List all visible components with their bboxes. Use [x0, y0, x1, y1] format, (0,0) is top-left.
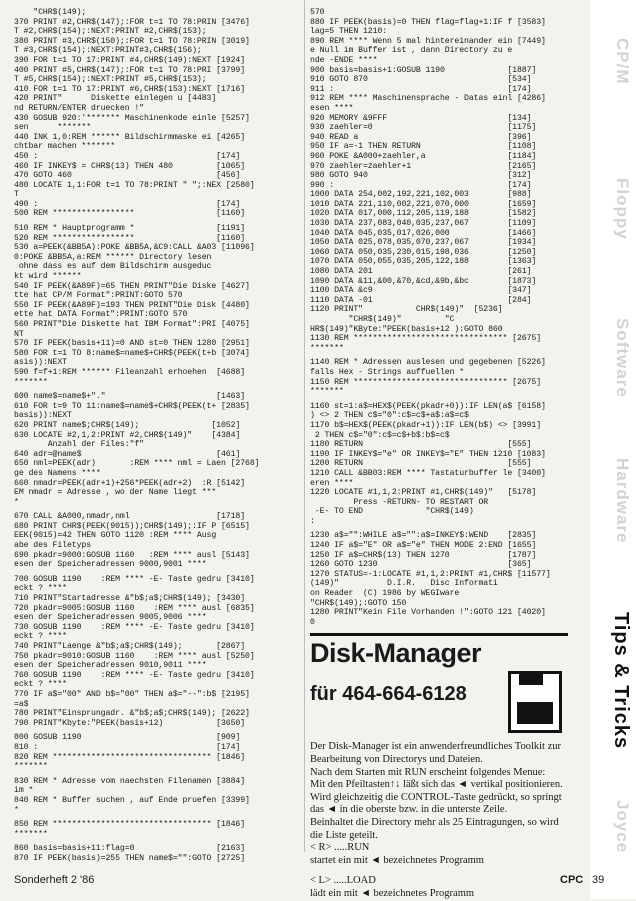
article-line: Mit den Pfeiltasten↑↓ läßt sich das ◄ vertikal positionieren.: [310, 779, 563, 791]
article-line: < R> .....RUN: [310, 842, 370, 854]
floppy-shutter: [519, 671, 543, 685]
article-line: < L> .....LOAD: [310, 875, 376, 887]
issue-label: Sonderheft 2 '86: [14, 874, 95, 886]
section-sidebar: [590, 0, 636, 899]
right-code-column: [310, 8, 568, 901]
code-block: 850 REM ********************************* [1846] *******: [14, 820, 246, 839]
sidebar-label-software: Software: [613, 318, 632, 398]
page-number: 39: [592, 874, 605, 886]
code-block: 700 GOSUB 1190 :REM **** -E- Taste gedru [3410] eckt ? **** 710 PRINT"Startadresse &"b$;a$;CHR$(149); [3430] 720 pkadr=9005:GOSUB 1160 :REM **** ausl [6835] esen der Speicheradressen 9005,9006 **** 730 GOSUB 1190 :REM **** -E- Taste gedru [3410] eckt ? **** 740 PRINT"Laenge &"b$;a$;CHR$(149); [2867] 750 pkadr=9010:GOSUB 1160 :REM **** ausl [5250] esen der Speicheradressen 9010,9011 **** 760 GOSUB 1190 :REM **** -E- Taste gedru [3410] eckt ? **** 770 IF a$="00" AND b$="00" THEN a$="--":b$ [2195] =a$ 780 PRINT"Einsprungadr. &"b$;a$;CHR$(149); [2622] 790 PRINT"Kbyte:"PEEK(basis+12) [3650]: [14, 574, 255, 728]
ad-title: Disk-Manager: [310, 638, 482, 669]
sidebar-label-floppy: Floppy: [613, 178, 632, 240]
ad-subtitle: für 464-664-6128: [310, 683, 467, 706]
article-line: Nach dem Starten mit RUN erscheint folgendes Menue:: [310, 766, 546, 778]
article-line: lädt ein mit ◄ bezeichnetes Programm: [310, 887, 475, 899]
disk-manager-ad: [310, 633, 568, 739]
magazine-brand: CPC: [560, 874, 584, 886]
code-block: 570 880 IF PEEK(basis)=0 THEN flag=flag+1:IF f [3583] lag=5 THEN 1210: 890 REM **** Wenn 5 mal hintereinander ein [7449] e Null im Buffer ist , dann Directory zu e nde -ENDE **** 900 basis=basis+1:GOSUB 1190 [1887] 910 GOTO 870 [534] 911 : [174] 912 REM **** Maschinensprache - Datas einl [4286] esen **** 920 MEMORY &9FFF [134] 930 zaehler=0 [1175] 940 READ a [396] 950 IF a=-1 THEN RETURN [1108] 960 POKE &A000+zaehler,a [1184] 970 zaehler=zaehler+1 [2165] 980 GOTO 940 [312] 990 : [174] 1000 DATA 254,002,192,221,102,003 [988] 1010 DATA 221,110,002,221,070,000 [1659] 1020 DATA 017,000,112,205,119,188 [1582] 1030 DATA 237,083,040,035,237,067 [1109] 1040 DATA 045,035,017,026,000 [1466] 1050 DATA 025,078,035,070,237,067 [1934] 1060 DATA 050,035,230,015,198,036 [1250] 1070 DATA 050,055,035,205,122,188 [1363] 1080 DATA 201 [261] 1090 DATA &11,&00,&70,&cd,&9b,&bc [1873] 1100 DATA &c9 [347] 1110 DATA -01 [284] 1120 PRINT" CHR$(149)" [5236] "CHR$(149)" "C HR$(149)"KByte:"PEEK(basis+12 ):GOTO 860 1130 REM ******************************** [2675] *******: [310, 8, 546, 353]
sidebar-label-tips-tricks: Tips & Tricks: [610, 612, 632, 750]
sidebar-label-cpm: CP/M: [613, 38, 632, 85]
article-line: das ◄ in die oberste bzw. in die unterste Zeile.: [310, 804, 508, 816]
code-block: 1230 a$="":WHILE a$="":a$=INKEY$:WEND [2835] 1240 IF a$="E" OR a$="e" THEN MODE 2:END [1655] 1250 IF a$=CHR$(13) THEN 1270 [1787] 1260 GOTO 1230 [365] 1270 STATUS=-1:LOCATE #1,1,2:PRINT #1,CHR$ [11577] (149)" D.I.R. Disc Informati on Reader (C) 1986 by WEGIware "CHR$(149);:GOTO 150 1280 PRINT"Kein File Vorhanden !":GOTO 121 [4020] 0: [310, 531, 551, 627]
article-line: startet ein mit ◄ bezeichnetes Programm: [310, 854, 484, 866]
left-code-column: [14, 8, 296, 868]
code-block: 830 REM * Adresse vom naechsten Filenamen [3884] im * 840 REM * Buffer suchen , auf Ende pruefen [3399] *: [14, 776, 250, 815]
code-block: 1140 REM * Adressen auslesen und gegebenen [5226] falls Hex - Strings auffuellen * 1150 REM ******************************** [2675] *******: [310, 358, 546, 397]
floppy-label: [517, 702, 553, 724]
article-line: die Liste geteilt.: [310, 829, 378, 841]
ad-subtitle-row: [310, 669, 568, 739]
code-block: 510 REM * Hauptprogramm * [1191] 520 REM ***************** [1160] 530 a=PEEK(&BB5A):POKE &BB5A,&C9:CALL &A03 [11096] 0:POKE &BB5A,a:REM ****** Directory lesen ohne dass es auf dem Bildschirm ausgeduc kt wird ****** 540 IF PEEK(&A89F)=65 THEN PRINT"Die Diske [4627] tte hat CP/M Format":PRINT:GOTO 570 550 IF PEEK(&A89F)=193 THEN PRINT"Die Disk [4480] ette hat DATA Format":PRINT:GOTO 570 560 PRINT"Die Diskette hat IBM Format":PRI [4075] NT 570 IF PEEK(basis+11)=0 AND st=0 THEN 1280 [2951] 580 FOR t=1 TO 8:name$=name$+CHR$(PEEK(t+b [3074] asis)):NEXT 590 f=f+1:REM ****** Fileanzahl erhoehen [4688] *******: [14, 224, 255, 387]
code-block: 600 name$=name$+"." [1463] 610 FOR t=9 TO 11:name$=name$+CHR$(PEEK(t+ [2835] basis)):NEXT 620 PRINT name$;CHR$(149); [1052] 630 LOCATE #2,1,2:PRINT #2,CHR$(149)" [4384] Anzahl der Files:"f" 640 adr=@name$ [461] 650 nml=PEEK(adr) :REM **** nml = Laen [2768] ge des Namens **** 660 nmadr=PEEK(adr+1)+256*PEEK(adr+2) :R [5142] EM nmadr = Adresse , wo der Name liegt *** *: [14, 392, 260, 507]
article-line: Wird gleichzeitig die CONTROL-Taste gedrückt, so springt: [310, 791, 562, 803]
column-divider: [304, 0, 305, 852]
sidebar-label-joyce: Joyce: [613, 800, 632, 854]
code-block: 800 GOSUB 1190 [909] 810 : [174] 820 REM ********************************* [1846] *******: [14, 733, 246, 772]
sidebar-label-hardware: Hardware: [613, 458, 632, 544]
code-block: "CHR$(149); 370 PRINT #2,CHR$(147);:FOR t=1 TO 78:PRIN [3476] T #2,CHR$(154);:NEXT:PRINT #2,CHR$(153); 380 PRINT #3,CHR$(150);:FOR t=1 TO 78:PRIN [3019] T #3,CHR$(154);:NEXT:PRINT#3,CHR$(156); 390 FOR t=1 TO 17:PRINT #4,CHR$(149):NEXT [1924] 400 PRINT #5,CHR$(147);:FOR t=1 TO 78:PRI [3799] T #5,CHR$(154);:NEXT:PRINT #5,CHR$(153); 410 FOR t=1 TO 17:PRINT #6,CHR$(153):NEXT [1716] 420 PRINT" Diskette einlegen u [4483] nd RETURN/ENTER druecken !" 430 GOSUB 920:'******* Maschinenkode einle [5257] sen ******* 440 INK 1,0:REM ****** Bildschirmmaske ei [4265] chtbar machen ******* 450 : [174] 460 IF INKEY$ = CHR$(13) THEN 480 [1065] 470 GOTO 460 [456] 480 LOCATE 1,1:FOR t=1 TO 78:PRINT " ";:NEX [2580] T 490 : [174] 500 REM ***************** [1160]: [14, 8, 255, 219]
code-block: 670 CALL &A000,nmadr,nml [1718] 680 PRINT CHR$(PEEK(9015));CHR$(149);:IF P [6515] EEK(9015)=42 THEN GOTO 1120 :REM **** Ausg abe des Filetyps 690 pkadr=9000:GOSUB 1160 :REM **** ausl [5143] esen der Speicheradressen 9000,9001 ****: [14, 512, 250, 570]
article-text: [310, 741, 568, 900]
article-line: Der Disk-Manager ist ein anwenderfreundliches Toolkit zur: [310, 741, 561, 753]
paragraph-gap: [310, 867, 568, 875]
article-line: Bearbeitung von Directorys und Dateien.: [310, 754, 483, 765]
code-block: 860 basis=basis+11:flag=0 [2163] 870 IF PEEK(basis)=255 THEN name$="":GOTO [2725]: [14, 844, 246, 863]
code-block: 1160 st=1:a$=HEX$(PEEK(pkadr+0)):IF LEN(a$ [6158] ) <> 2 THEN c$="0":c$=c$+a$:a$=c$ 1170 b$=HEX$(PEEK(pkadr+1)):IF LEN(b$) <> [3991] 2 THEN c$="0":c$=c$+b$:b$=c$ 1180 RETURN [555] 1190 IF INKEY$="e" OR INKEY$="E" THEN 1210 [1083] 1200 RETURN [555] 1210 CALL &BB03:REM **** Tastaturbuffer le [3400] eren **** 1220 LOCATE #1,1,2:PRINT #1,CHR$(149)" [5178] Press -RETURN- TO RESTART OR -E- TO END "CHR$(149) :: [310, 401, 546, 526]
article-line: Beinhaltet die Directory mehr als 25 Eintragungen, so wird: [310, 816, 559, 828]
floppy-disk-icon: [508, 671, 562, 733]
